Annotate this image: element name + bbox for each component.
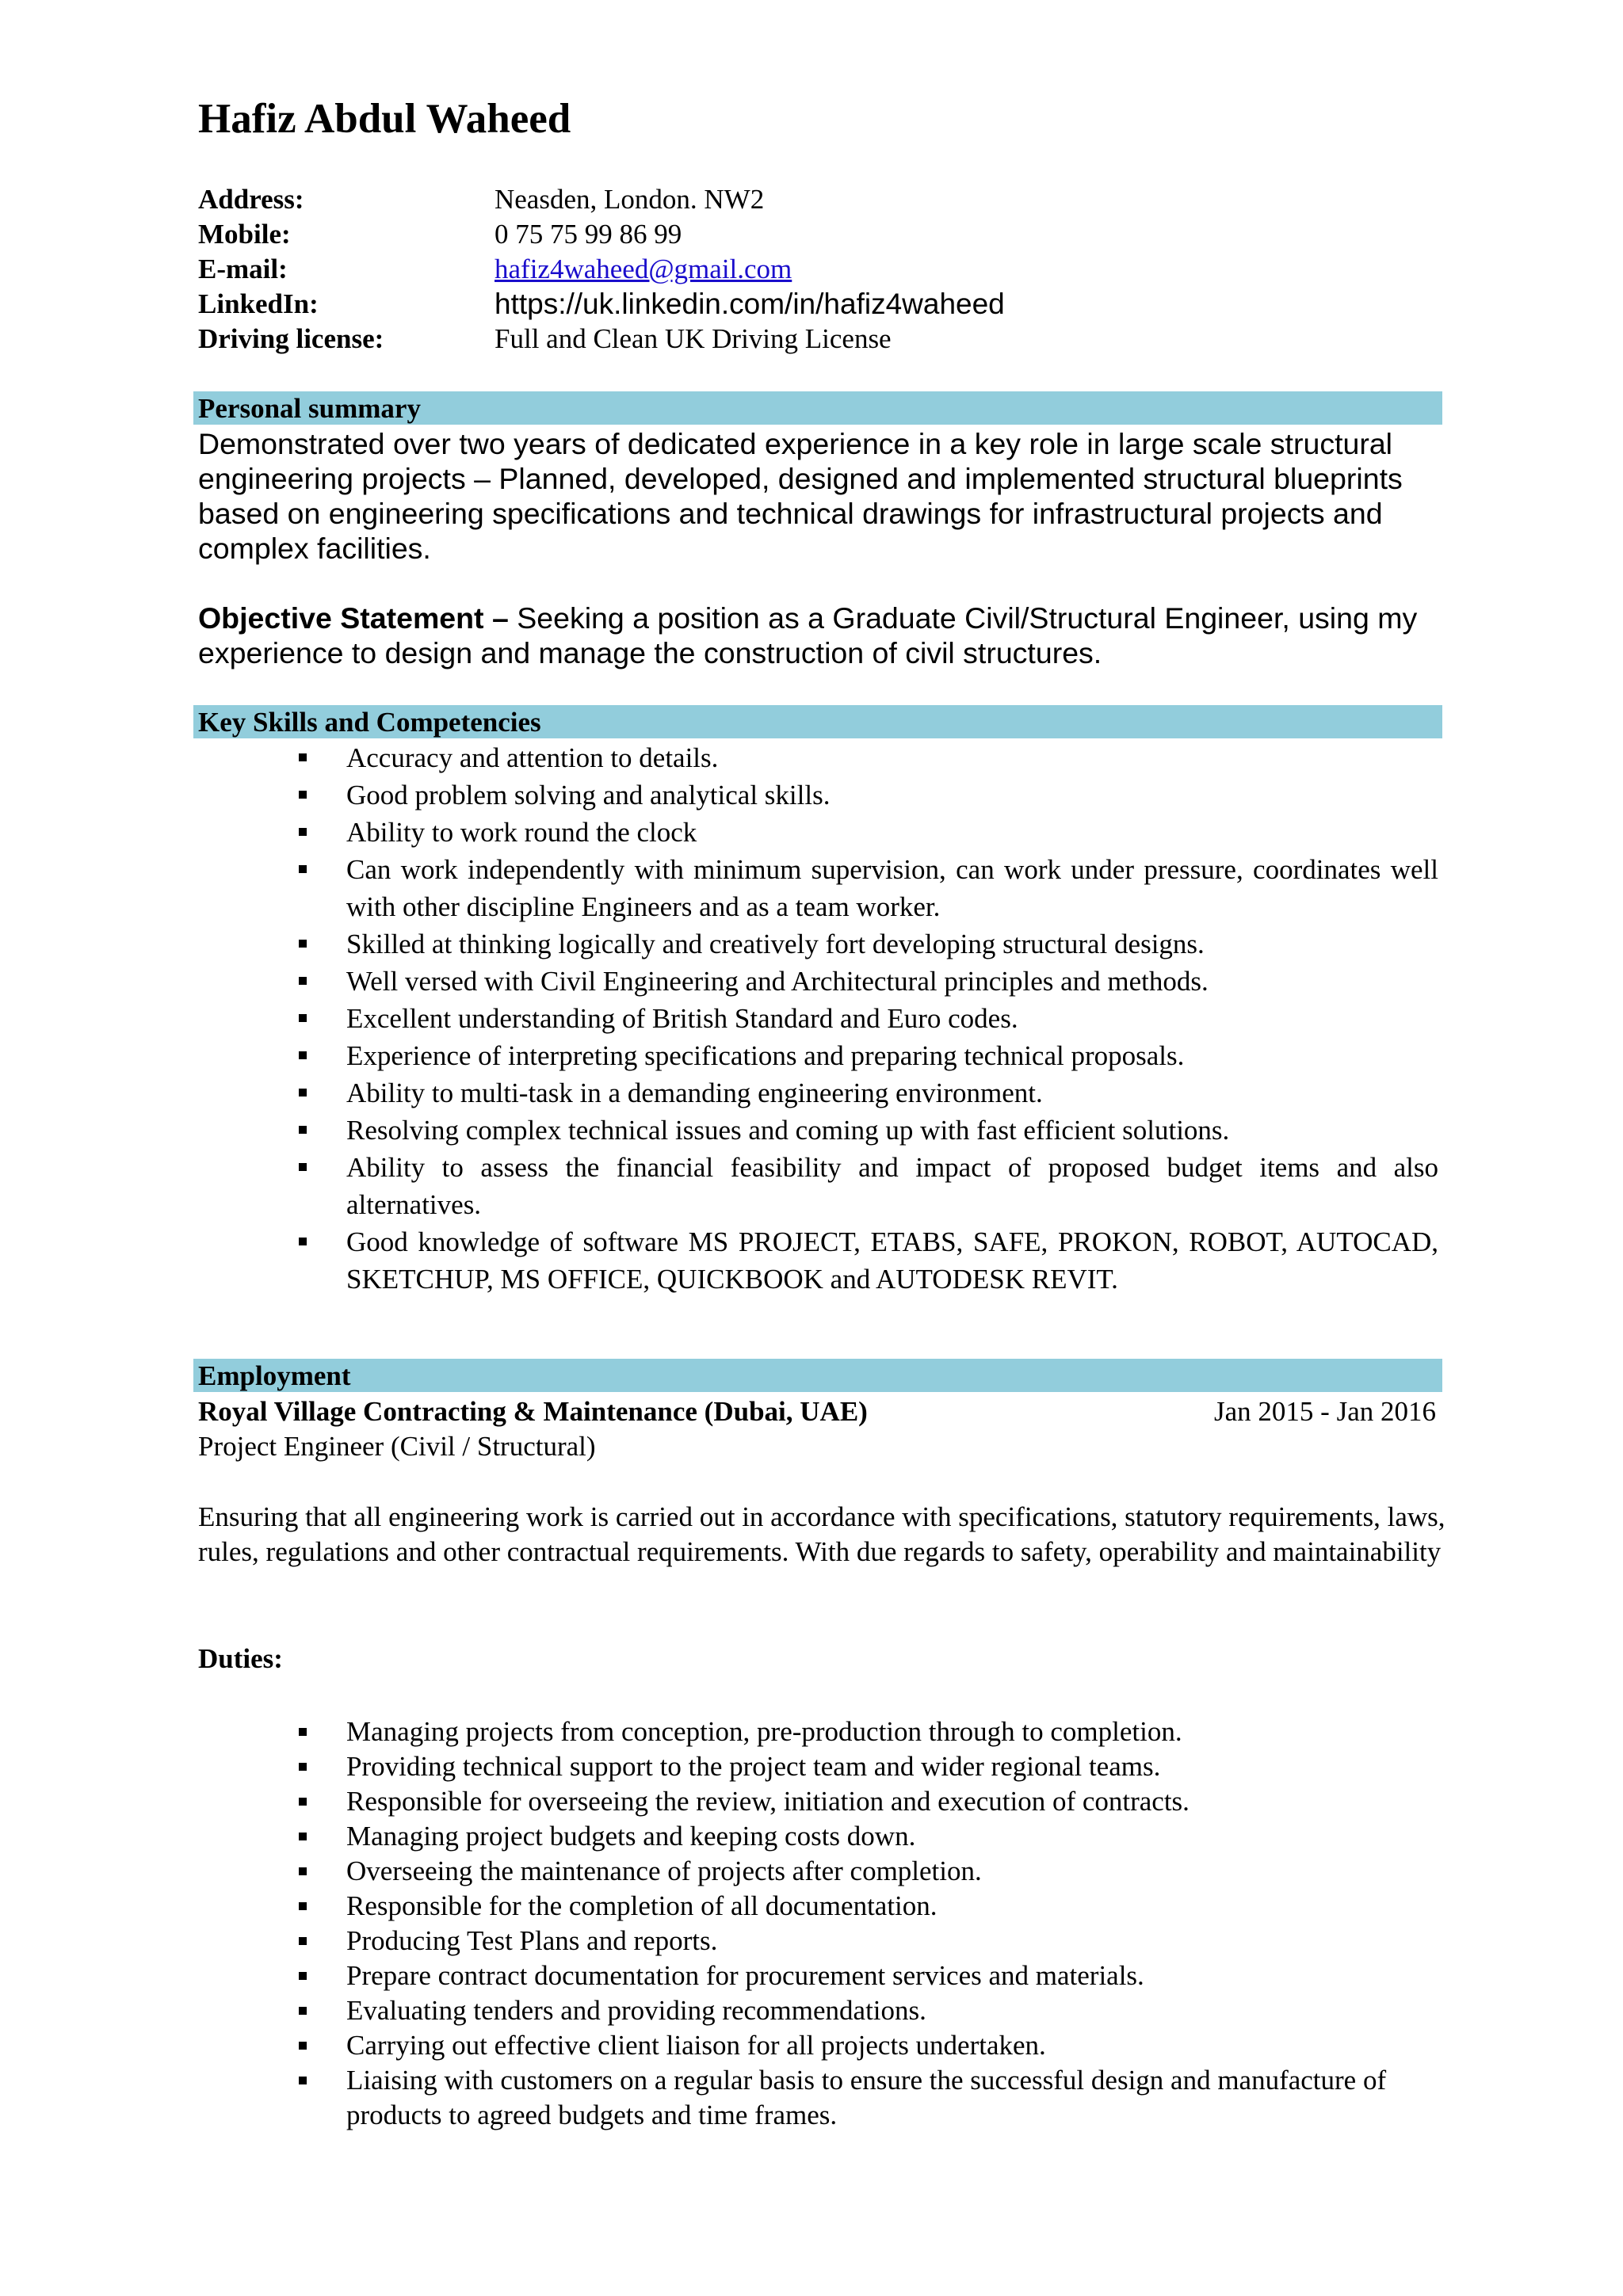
contact-row-mobile xyxy=(198,217,1466,252)
address-value: Neasden, London. NW2 xyxy=(495,184,765,215)
skill-item: Skilled at thinking logically and creatively fort developing structural designs. xyxy=(198,925,1438,963)
duties-heading: Duties: xyxy=(198,1643,283,1674)
address-label: Address: xyxy=(198,184,304,215)
duty-item: Overseeing the maintenance of projects after completion. xyxy=(198,1854,1438,1889)
duty-item: Providing technical support to the project team and wider regional teams. xyxy=(198,1749,1438,1784)
contact-row-linkedin xyxy=(198,287,1466,322)
duty-item: Prepare contract documentation for procurement services and materials. xyxy=(198,1958,1438,1993)
skill-item: Resolving complex technical issues and coming up with fast efficient solutions. xyxy=(198,1112,1438,1149)
candidate-name: Hafiz Abdul Waheed xyxy=(198,96,571,142)
email-label: E-mail: xyxy=(198,254,288,284)
skill-item: Good problem solving and analytical skills. xyxy=(198,776,1438,814)
duty-item: Carrying out effective client liaison for all projects undertaken. xyxy=(198,2028,1438,2063)
driving-license-label: Driving license: xyxy=(198,323,384,354)
job-header xyxy=(198,1394,1436,1429)
section-employment-heading: Employment xyxy=(193,1359,1442,1392)
objective-label: Objective Statement – xyxy=(198,601,509,635)
skill-item: Ability to multi-task in a demanding engineering environment. xyxy=(198,1074,1438,1112)
contact-row-driving-license xyxy=(198,322,1466,357)
duty-item: Managing project budgets and keeping costs down. xyxy=(198,1819,1438,1854)
skill-item: Can work independently with minimum supervision, can work under pressure, coordinates well with other discipline Engineers and as a team worker. xyxy=(198,851,1438,925)
personal-summary-text: Demonstrated over two years of dedicated experience in a key role in large scale structural engineering projects – Planned, developed, designed and implemented structural blueprints based on engineering specifications and technical drawings for infrastructural projects and complex facilities. xyxy=(198,427,1403,565)
duties-list xyxy=(198,1714,1438,2133)
mobile-label: Mobile: xyxy=(198,219,291,250)
linkedin-label: LinkedIn: xyxy=(198,288,319,319)
skill-item: Accuracy and attention to details. xyxy=(198,739,1438,776)
skill-item: Excellent understanding of British Standard and Euro codes. xyxy=(198,1000,1438,1037)
objective-text: Seeking a position as a Graduate Civil/Structural Engineer, using my experience to design and manage the construction of civil structures. xyxy=(198,601,1418,669)
duty-item: Producing Test Plans and reports. xyxy=(198,1924,1438,1958)
email-link[interactable]: hafiz4waheed@gmail.com xyxy=(495,254,792,284)
duty-item: Responsible for the completion of all documentation. xyxy=(198,1889,1438,1924)
skill-item: Good knowledge of software MS PROJECT, ETABS, SAFE, PROKON, ROBOT, AUTOCAD, SKETCHUP, MS OFFICE, QUICKBOOK and AUTODESK REVIT. xyxy=(198,1223,1438,1298)
job-company: Royal Village Contracting & Maintenance (Dubai, UAE) xyxy=(198,1396,868,1427)
skill-item: Well versed with Civil Engineering and Architectural principles and methods. xyxy=(198,963,1438,1000)
job-description: Ensuring that all engineering work is carried out in accordance with specifications, statutory requirements, laws, rules, regulations and other contractual requirements. With due regards to safety, operability and maintainability xyxy=(198,1501,1445,1567)
duty-item: Responsible for overseeing the review, initiation and execution of contracts. xyxy=(198,1784,1438,1819)
duty-item: Liaising with customers on a regular basis to ensure the successful design and manufacture of products to agreed budgets and time frames. xyxy=(198,2063,1438,2133)
section-personal-summary-heading: Personal summary xyxy=(193,391,1442,425)
duty-item: Evaluating tenders and providing recommendations. xyxy=(198,1993,1438,2028)
linkedin-value: https://uk.linkedin.com/in/hafiz4waheed xyxy=(495,288,1005,320)
objective-statement xyxy=(198,601,1458,670)
contact-row-address xyxy=(198,182,1466,217)
contact-row-email xyxy=(198,252,1466,287)
skill-item: Ability to assess the financial feasibility and impact of proposed budget items and also alternatives. xyxy=(198,1149,1438,1223)
driving-license-value: Full and Clean UK Driving License xyxy=(495,323,892,354)
duty-item: Managing projects from conception, pre-production through to completion. xyxy=(198,1714,1438,1749)
contact-details xyxy=(198,182,1466,357)
skills-list xyxy=(198,739,1438,1298)
skill-item: Ability to work round the clock xyxy=(198,814,1438,851)
section-skills-heading: Key Skills and Competencies xyxy=(193,705,1442,738)
mobile-value: 0 75 75 99 86 99 xyxy=(495,219,682,250)
job-title: Project Engineer (Civil / Structural) xyxy=(198,1431,596,1462)
skill-item: Experience of interpreting specifications and preparing technical proposals. xyxy=(198,1037,1438,1074)
job-dates: Jan 2015 - Jan 2016 xyxy=(1214,1396,1436,1427)
